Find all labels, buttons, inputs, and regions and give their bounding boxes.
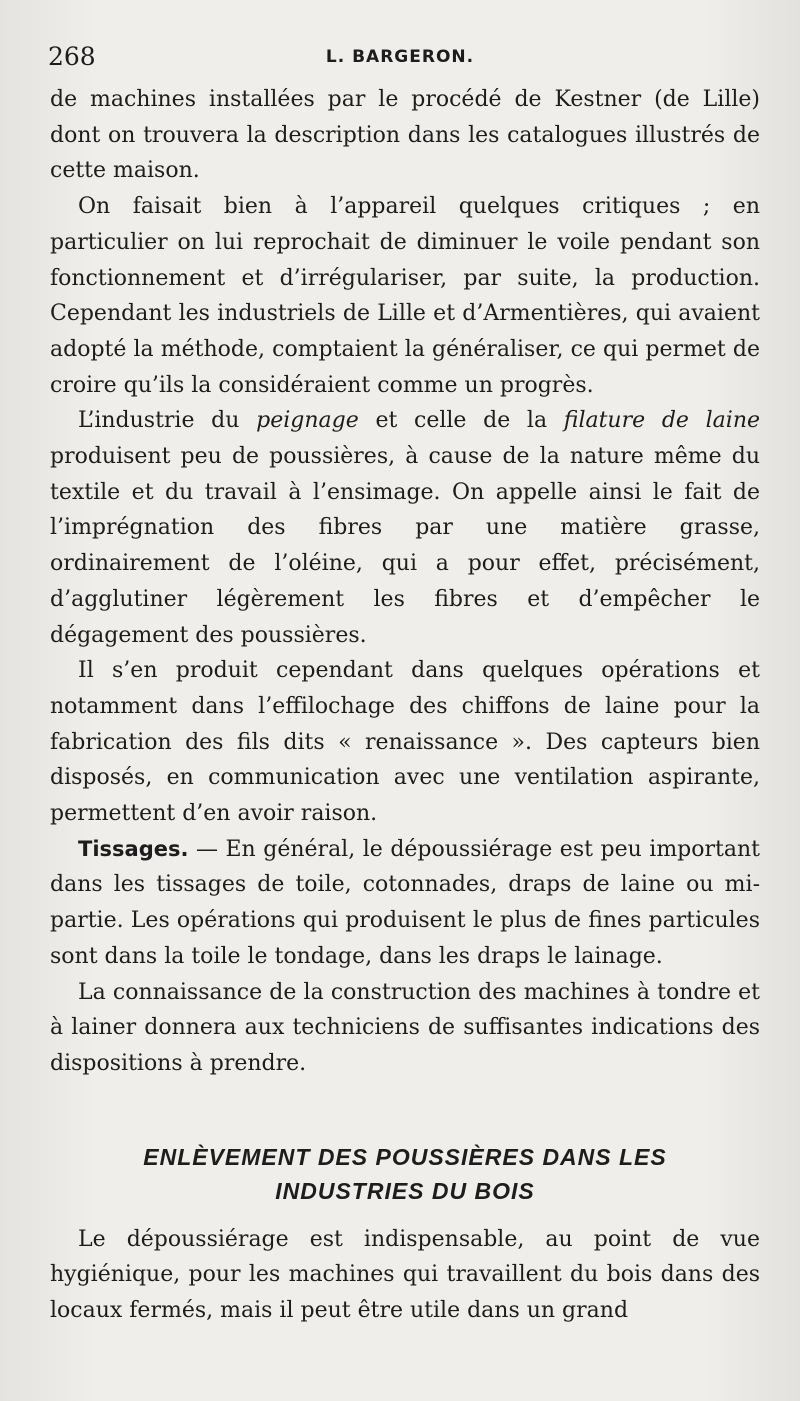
paragraph-text: L’industrie du bbox=[78, 408, 257, 434]
term-filature-de-laine: filature de laine bbox=[563, 408, 761, 434]
running-title: L. BARGERON. bbox=[325, 47, 475, 67]
paragraph-text: — En général, le dépoussiérage est peu important dans les tissages de toile, cotonnades, draps de laine ou mi-partie. Les opérations qui produisent le plus de fines particules sont dans la toile le tondage, dans les draps le lainage. bbox=[50, 836, 760, 969]
page-header bbox=[46, 42, 754, 78]
section-heading-line-2: INDUSTRIES DU BOIS bbox=[275, 1177, 535, 1204]
paragraph-bois: Le dépoussiérage est indispensable, au point de vue hygiénique, pour les machines qui travaillent du bois dans des locaux fermés, mais il peut être utile dans un grand bbox=[50, 1226, 760, 1324]
section-heading-line-1: ENLÈVEMENT DES POUSSIÈRES DANS LES bbox=[143, 1143, 667, 1170]
paragraph-machines: La connaissance de la construction des machines à tondre et à lainer donnera aux techniciens de suffisantes indications des dispositions à prendre. bbox=[50, 979, 760, 1076]
paragraph-tissages bbox=[50, 832, 760, 975]
term-peignage: peignage bbox=[256, 408, 359, 434]
paragraph-peignage bbox=[50, 403, 760, 653]
paragraph-text: produisent peu de poussières, à cause de la nature même du textile et du travail à l’ensimage. On appelle ainsi le fait de l’imprégnation des fibres par une matière grasse, ordinairement de l’oléine, qui a pour effet, précisément, d’agglutiner légèrement les fibres et d’empêcher le dégagement des poussières. bbox=[50, 444, 760, 648]
paragraph-effilochage: Il s’en produit cependant dans quelques opérations et notamment dans l’effilochage des chiffons de laine pour la fabrication des fils dits « renaissance ». Des capteurs bien disposés, en communication avec une ventilation aspirante, permettent d’en avoir raison. bbox=[50, 658, 760, 827]
section-title-tissages: Tissages. bbox=[78, 836, 189, 861]
page-body bbox=[50, 82, 760, 1329]
page-number: 268 bbox=[48, 42, 96, 71]
section-heading bbox=[50, 1140, 760, 1208]
paragraph-text: et celle de la bbox=[358, 408, 564, 434]
paragraph-continued: de machines installées par le procédé de Kestner (de Lille) dont on trouvera la description dans les catalogues illustrés de cette maison. bbox=[50, 87, 760, 184]
paragraph-critiques: On faisait bien à l’appareil quelques critiques ; en particulier on lui reprochait de diminuer le voile pendant son fonctionnement et d’irrégulariser, par suite, la production. Cependant les industriels de Lille et d’Armentières, qui avaient adopté la méthode, comptaient la généraliser, ce qui permet de croire qu’ils la considéraient comme un progrès. bbox=[50, 194, 760, 398]
